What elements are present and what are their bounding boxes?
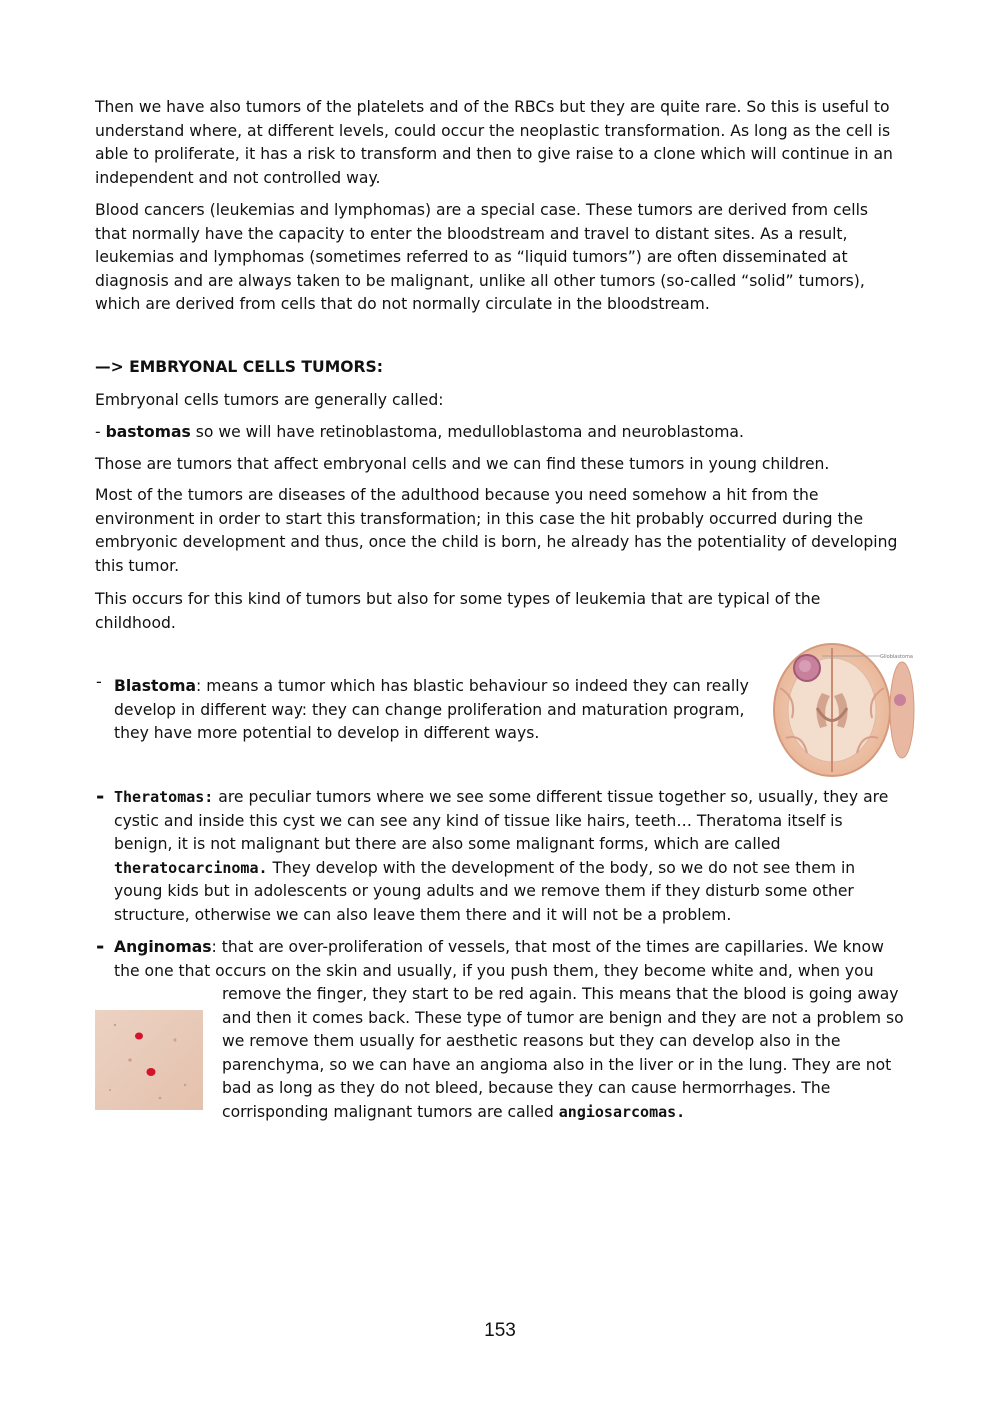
list-dash: -: [96, 672, 102, 691]
paragraph-adulthood: Most of the tumors are diseases of the adulthood because you need somehow a hit from the environment in order to start this transformation; in this case the hit probably occurred during the embryonic development and thus, once the child is born, he already has the potentiality of developing this tumor.: [95, 486, 898, 575]
theratomas-text1: are peculiar tumors where we see some different tissue together so, usually, they are cystic and inside this cyst we can see any kind of tissue like hairs, teeth… Theratoma itself is benign, it is not malignant but there are also some malignant forms, which are called: [114, 788, 889, 854]
skin-angioma-photo: [95, 1010, 203, 1110]
anginomas-text-wrap: remove the finger, they start to be red again. This means that the blood is going away and then it comes back. These type of tumor are benign and they are not a problem so we remove them usually for aesthetic reasons but they can develop also in the parenchyma, so we can have an angioma also in the liver or in the lung. They are not bad as long as they do not bleed, because they can cause hermorrhages. The corrisponding malignant tumors are called: [222, 985, 904, 1121]
list-item-anginomas: [114, 936, 904, 983]
angiosarcomas-term: angiosarcomas.: [558, 1102, 686, 1121]
paragraph-leukemia: This occurs for this kind of tumors but also for some types of leukemia that are typical of the childhood.: [95, 590, 821, 632]
brain-scan-illustration: [772, 638, 913, 778]
list-item-theratomas: [114, 786, 904, 928]
brain-label: Glioblastoma: [880, 654, 913, 660]
bastomas-term: bastomas: [105, 423, 191, 441]
paragraph-bastomas-bullet: [95, 421, 903, 445]
blastoma-text: : means a tumor which has blastic behaviour so indeed they can really develop in different way: they can change proliferation and maturation program, they have more potential to develop in different ways.: [114, 677, 749, 743]
list-item-blastoma: [114, 675, 754, 746]
heading-arrow: —>: [95, 358, 124, 376]
paragraph-platelet-tumors: Then we have also tumors of the platelets and of the RBCs but they are quite rare. So this is useful to understand where, at different levels, could occur the neoplastic transformation. As long as the cell is able to proliferate, it has a risk to transform and then to give raise to a clone which will continue in an independent and not controlled way.: [95, 98, 893, 187]
theratomas-term: Theratomas:: [114, 788, 214, 806]
blastoma-term: Blastoma: [114, 677, 196, 695]
heading-text: EMBRYONAL CELLS TUMORS:: [129, 358, 383, 376]
list-dash: -: [96, 934, 105, 958]
paragraph-children: Those are tumors that affect embryonal cells and we can find these tumors in young children.: [95, 455, 830, 473]
paragraph-intro: Embryonal cells tumors are generally called:: [95, 391, 444, 409]
anginomas-text-top: : that are over-proliferation of vessels, that most of the times are capillaries. We know the one that occurs on the skin and usually, if you push them, they become white and, when you: [114, 938, 884, 980]
theratomas-text2: They develop with the development of the body, so we do not see them in young kids but in adolescents or young adults and we remove them if they disturb some other structure, otherwise we can also leave them there and it will not be a problem.: [114, 858, 856, 924]
theratocarcinoma-term: theratocarcinoma.: [114, 858, 268, 877]
paragraph-blood-cancers: Blood cancers (leukemias and lymphomas) are a special case. These tumors are derived from cells that normally have the capacity to enter the bloodstream and travel to distant sites. As a result, leukemias and lymphomas (sometimes referred to as “liquid tumors”) are often disseminated at diagnosis and are always taken to be malignant, unlike all other tumors (so-called “solid” tumors), which are derived from cells that do not normally circulate in the bloodstream.: [95, 201, 869, 314]
section-heading: [95, 356, 383, 380]
page-number: 153: [484, 1320, 516, 1341]
bastomas-text: so we will have retinoblastoma, medulloblastoma and neuroblastoma.: [190, 423, 744, 441]
anginomas-continued: [222, 983, 904, 1125]
anginomas-term: Anginomas: [114, 938, 212, 956]
list-dash: -: [96, 784, 105, 808]
bullet-prefix: -: [95, 423, 106, 441]
